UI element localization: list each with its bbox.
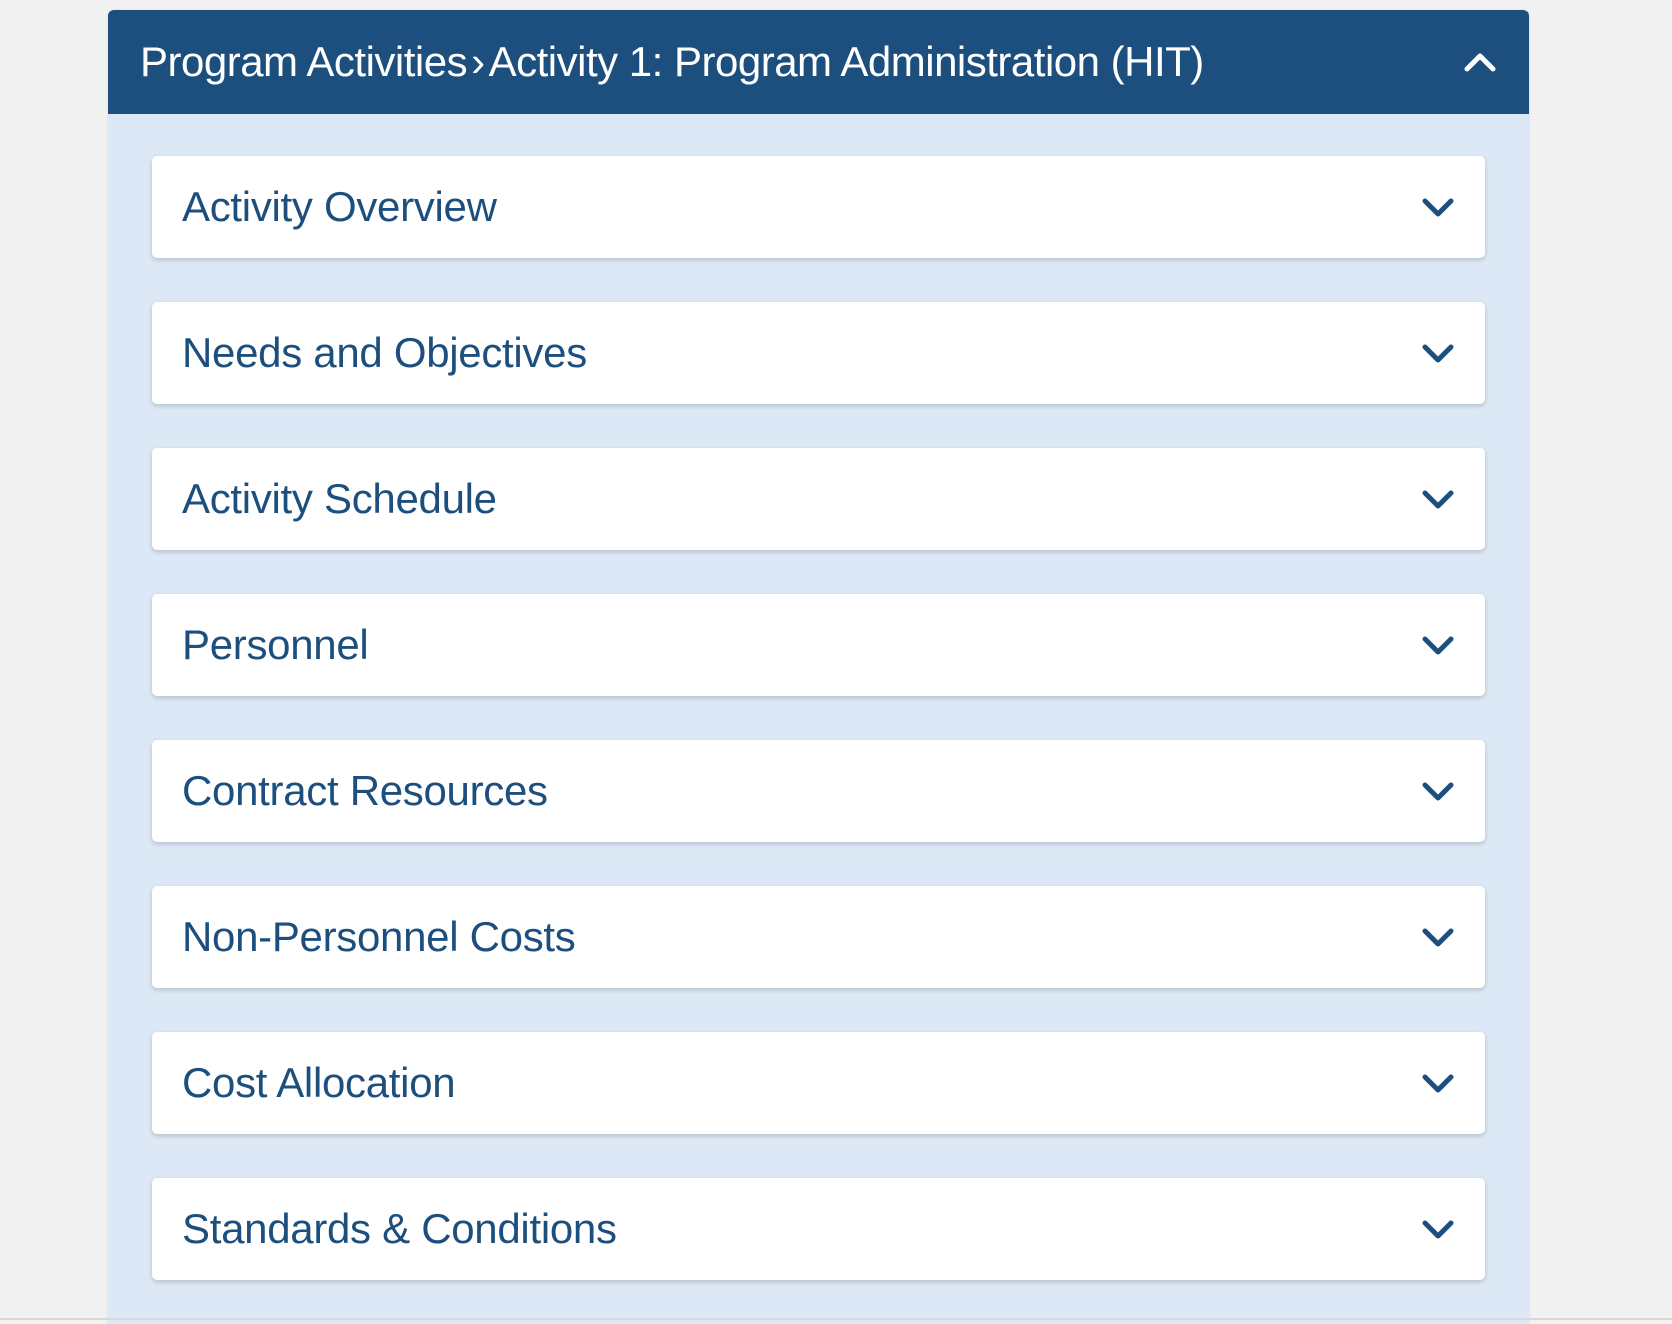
section-standards-and-conditions[interactable] — [152, 1178, 1485, 1280]
activity-accordion-header[interactable] — [108, 10, 1529, 114]
chevron-down-icon[interactable] — [1421, 780, 1455, 802]
chevron-down-icon[interactable] — [1421, 488, 1455, 510]
section-activity-schedule[interactable] — [152, 448, 1485, 550]
chevron-down-icon[interactable] — [1421, 634, 1455, 656]
section-label: Activity Overview — [182, 183, 497, 230]
page-bottom-divider — [0, 1318, 1672, 1320]
section-personnel[interactable] — [152, 594, 1485, 696]
breadcrumb-current: Activity 1: Program Administration (HIT) — [488, 38, 1204, 85]
section-cost-allocation[interactable] — [152, 1032, 1485, 1134]
breadcrumb-separator: › — [471, 38, 485, 85]
section-label: Needs and Objectives — [182, 329, 587, 376]
breadcrumb — [140, 38, 1204, 86]
section-label: Standards & Conditions — [182, 1205, 617, 1252]
program-activities-panel — [108, 10, 1529, 1324]
section-label: Non-Personnel Costs — [182, 913, 576, 960]
chevron-down-icon[interactable] — [1421, 1072, 1455, 1094]
section-label: Personnel — [182, 621, 369, 668]
chevron-up-icon[interactable] — [1463, 51, 1497, 73]
section-non-personnel-costs[interactable] — [152, 886, 1485, 988]
section-needs-and-objectives[interactable] — [152, 302, 1485, 404]
section-activity-overview[interactable] — [152, 156, 1485, 258]
section-label: Cost Allocation — [182, 1059, 456, 1106]
chevron-down-icon[interactable] — [1421, 196, 1455, 218]
section-list — [108, 114, 1529, 1280]
chevron-down-icon[interactable] — [1421, 342, 1455, 364]
section-label: Contract Resources — [182, 767, 548, 814]
section-contract-resources[interactable] — [152, 740, 1485, 842]
chevron-down-icon[interactable] — [1421, 1218, 1455, 1240]
chevron-down-icon[interactable] — [1421, 926, 1455, 948]
breadcrumb-parent: Program Activities — [140, 38, 468, 85]
section-label: Activity Schedule — [182, 475, 497, 522]
